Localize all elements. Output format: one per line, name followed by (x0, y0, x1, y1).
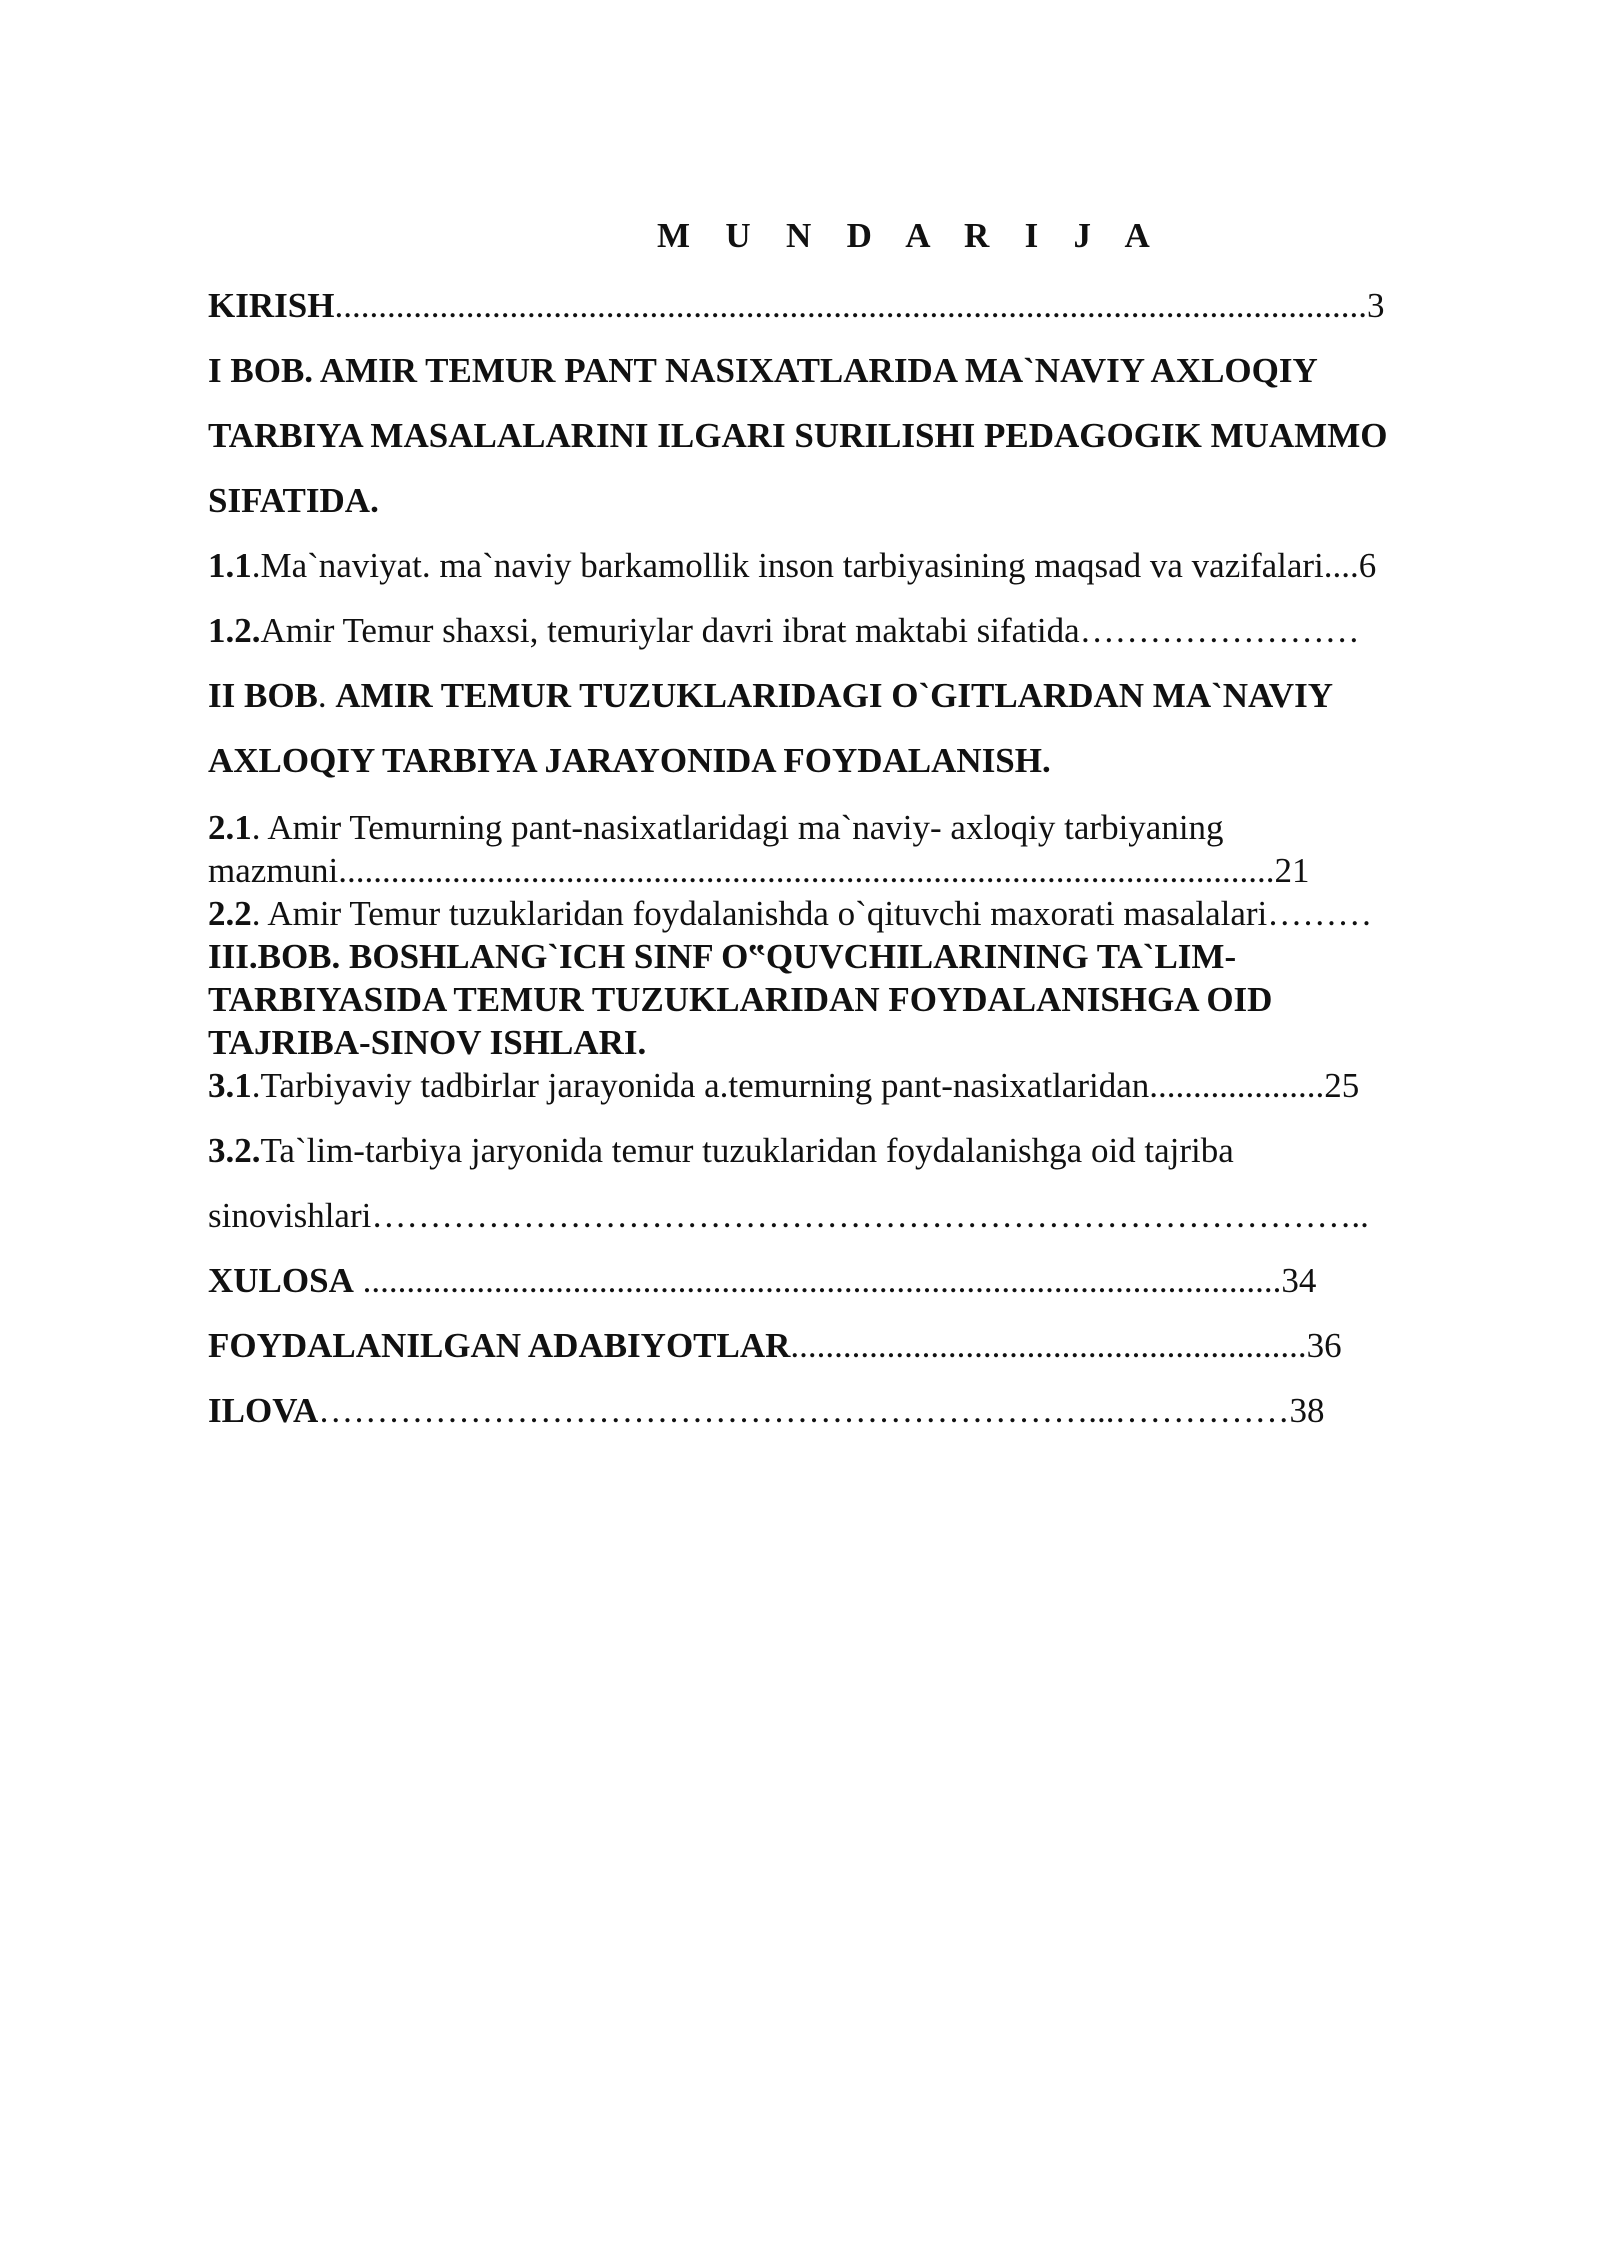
toc-entry-chapter-2-line-1 (208, 676, 1333, 716)
toc-entry-3-2 (208, 1131, 1234, 1171)
toc-entry-number: 1.2. (208, 611, 261, 650)
toc-entry-chapter-3-line-1 (208, 937, 1236, 977)
toc-entry-adabiyotlar (208, 1326, 1342, 1366)
toc-entry-chapter-1-line-3 (208, 481, 379, 521)
toc-entry-xulosa (208, 1261, 1316, 1301)
toc-entry-number: 2.2 (208, 894, 252, 933)
toc-entry-text: . Amir Temurning pant-nasixatlaridagi ma`naviy- axloqiy tarbiyaning (251, 808, 1224, 847)
toc-entry-text: Amir Temur shaxsi, temuriylar davri ibrat maktabi sifatida…………………… (260, 611, 1360, 650)
toc-entry-2-2 (208, 894, 1372, 934)
toc-entry-ilova (208, 1391, 1324, 1431)
toc-entry-heading: KIRISH (208, 286, 335, 325)
toc-entry-text: mazmuni...........................................................................................................21 (208, 851, 1310, 890)
toc-entry-3-1 (208, 1066, 1359, 1106)
toc-entry-1-1 (208, 546, 1376, 586)
toc-entry-heading: AXLOQIY TARBIYA JARAYONIDA FOYDALANISH. (208, 741, 1051, 780)
toc-entry-2-1 (208, 808, 1224, 848)
toc-entry-leader: ...........................................................36 (790, 1326, 1342, 1365)
toc-entry-heading: FOYDALANILGAN ADABIYOTLAR (208, 1326, 791, 1365)
toc-entry-3-2-cont (208, 1196, 1369, 1236)
toc-entry-number: 1.1 (208, 546, 252, 585)
toc-entry-number: 2.1 (208, 808, 252, 847)
toc-entry-text: Ta`lim-tarbiya jaryonida temur tuzuklaridan foydalanishga oid tajriba (260, 1131, 1234, 1170)
toc-entry-1-2 (208, 611, 1360, 651)
toc-entry-text: . (317, 676, 336, 715)
toc-entry-heading: XULOSA (208, 1261, 354, 1300)
toc-entry-heading: TARBIYASIDA TEMUR TUZUKLARIDAN FOYDALANISHGA OID (208, 980, 1273, 1019)
page-title: M U N D A R I J A (656, 216, 1164, 255)
toc-entry-heading: SIFATIDA. (208, 481, 379, 520)
toc-entry-heading: II BOB (208, 676, 318, 715)
toc-entry-heading: ILOVA (208, 1391, 319, 1430)
toc-entry-heading: I BOB. AMIR TEMUR PANT NASIXATLARIDA MA`NAVIY AXLOQIY (208, 351, 1318, 390)
toc-entry-leader: ......................................................................................................................3 (334, 286, 1385, 325)
toc-entry-number: 3.1 (208, 1066, 252, 1105)
toc-entry-chapter-1-line-1 (208, 351, 1318, 391)
toc-entry-number: 3.2. (208, 1131, 261, 1170)
toc-entry-heading: III.BOB. BOSHLANG`ICH SINF O‟QUVCHILARINING TA`LIM- (208, 937, 1237, 976)
toc-entry-chapter-1-line-2 (208, 416, 1387, 456)
toc-entry-kirish (208, 286, 1384, 326)
toc-entry-heading: TARBIYA MASALALARINI ILGARI SURILISHI PEDAGOGIK MUAMMO (208, 416, 1388, 455)
toc-entry-text: .Tarbiyaviy tadbirlar jarayonida a.temurning pant-nasixatlaridan....................25 (251, 1066, 1360, 1105)
toc-entry-text: .Ma`naviyat. ma`naviy barkamollik inson tarbiyasining maqsad va vazifalari....6 (251, 546, 1377, 585)
toc-entry-leader: .........................................................................................................34 (353, 1261, 1317, 1300)
toc-entry-chapter-2-line-2 (208, 741, 1051, 781)
toc-entry-text: sinovishlari………………………………………………………………………….. (208, 1196, 1369, 1235)
toc-entry-heading: TAJRIBA-SINOV ISHLARI. (208, 1023, 647, 1062)
toc-entry-heading: AMIR TEMUR TUZUKLARIDAGI O`GITLARDAN MA`NAVIY (335, 676, 1333, 715)
toc-entry-text: . Amir Temur tuzuklaridan foydalanishda o`qituvchi maxorati masalalari……… (251, 894, 1373, 933)
toc-entry-leader: …………………………………………………………...……………38 (318, 1391, 1325, 1430)
toc-entry-chapter-3-line-2 (208, 980, 1272, 1020)
toc-entry-2-1-cont (208, 851, 1310, 891)
toc-entry-chapter-3-line-3 (208, 1023, 646, 1063)
